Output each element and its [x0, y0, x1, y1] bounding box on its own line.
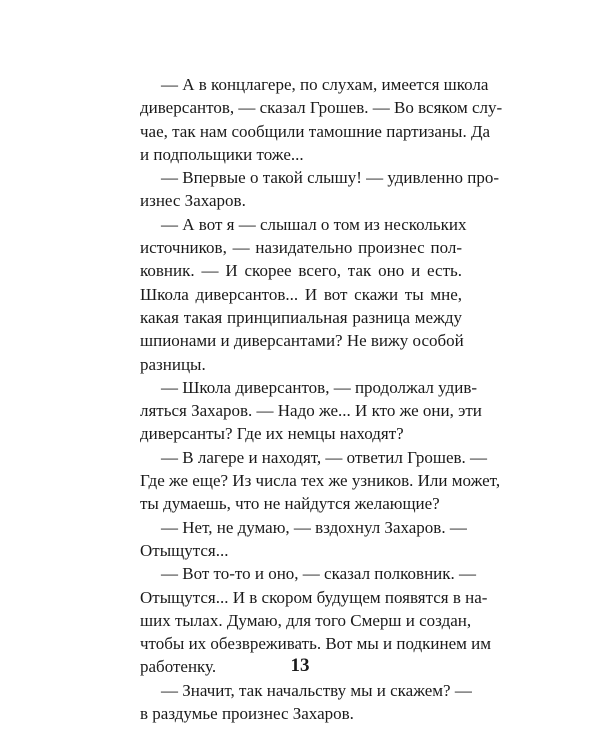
paragraph [140, 679, 472, 726]
text-line: ты думаешь, что не найдутся желающие? [140, 494, 440, 514]
paragraph [140, 213, 467, 376]
text-line: Отыщутся... И в скором будущем появятся в на- [140, 587, 488, 607]
text-line: — Вот то-то и оно, — сказал полковник. — [161, 564, 477, 584]
text-line: разницы. [140, 354, 206, 374]
text-line: шпионами и диверсантами? Не вижу особой [140, 331, 464, 351]
paragraph [140, 376, 482, 446]
text-line: ковник. — И скорее всего, так оно и есть. [140, 261, 462, 281]
text-line: — Нет, не думаю, — вздохнул Захаров. — [161, 517, 467, 537]
paragraph [140, 446, 501, 516]
text-line: — А вот я — слышал о том из нескольких [161, 214, 467, 234]
page-number: 13 [290, 655, 310, 676]
text-line: какая такая принципиальная разница между [140, 307, 462, 327]
text-line: источников, — назидательно произнес пол- [140, 238, 462, 258]
text-line: изнес Захаров. [140, 191, 246, 211]
text-line: — В лагере и находят, — ответил Грошев. — [161, 447, 488, 467]
text-line: — А в концлагере, по слухам, имеется школа [161, 75, 489, 94]
text-line: Отыщутся... [140, 540, 229, 560]
text-line: ших тылах. Думаю, для того Смерш и создан, [140, 610, 472, 630]
text-line: — Школа диверсантов, — продолжал удив- [161, 377, 478, 397]
text-line: и подпольщики тоже... [140, 144, 304, 164]
text-line: диверсантов, — сказал Грошев. — Во всяком слу- [140, 98, 503, 118]
paragraph [140, 166, 500, 213]
text-line: — Впервые о такой слышу! — удивленно про- [161, 168, 500, 188]
text-line: ляться Захаров. — Надо же... И кто же они, эти [140, 401, 482, 421]
text-line: Где же еще? Из числа тех же узников. Или может, [140, 471, 501, 491]
text-line: в раздумье произнес Захаров. [140, 704, 354, 724]
text-line: Школа диверсантов... И вот скажи ты мне, [140, 284, 462, 304]
text-line: чае, так нам сообщили тамошние партизаны. Да [140, 121, 491, 141]
text-line: — Значит, так начальству мы и скажем? — [161, 680, 472, 700]
paragraph [140, 516, 467, 563]
text-line: диверсанты? Где их немцы находят? [140, 424, 404, 444]
text-line: работенку. [140, 657, 217, 677]
paragraph [140, 73, 503, 166]
text-line: чтобы их обезвреживать. Вот мы и подкинем им [140, 634, 492, 654]
body-text [140, 73, 503, 725]
